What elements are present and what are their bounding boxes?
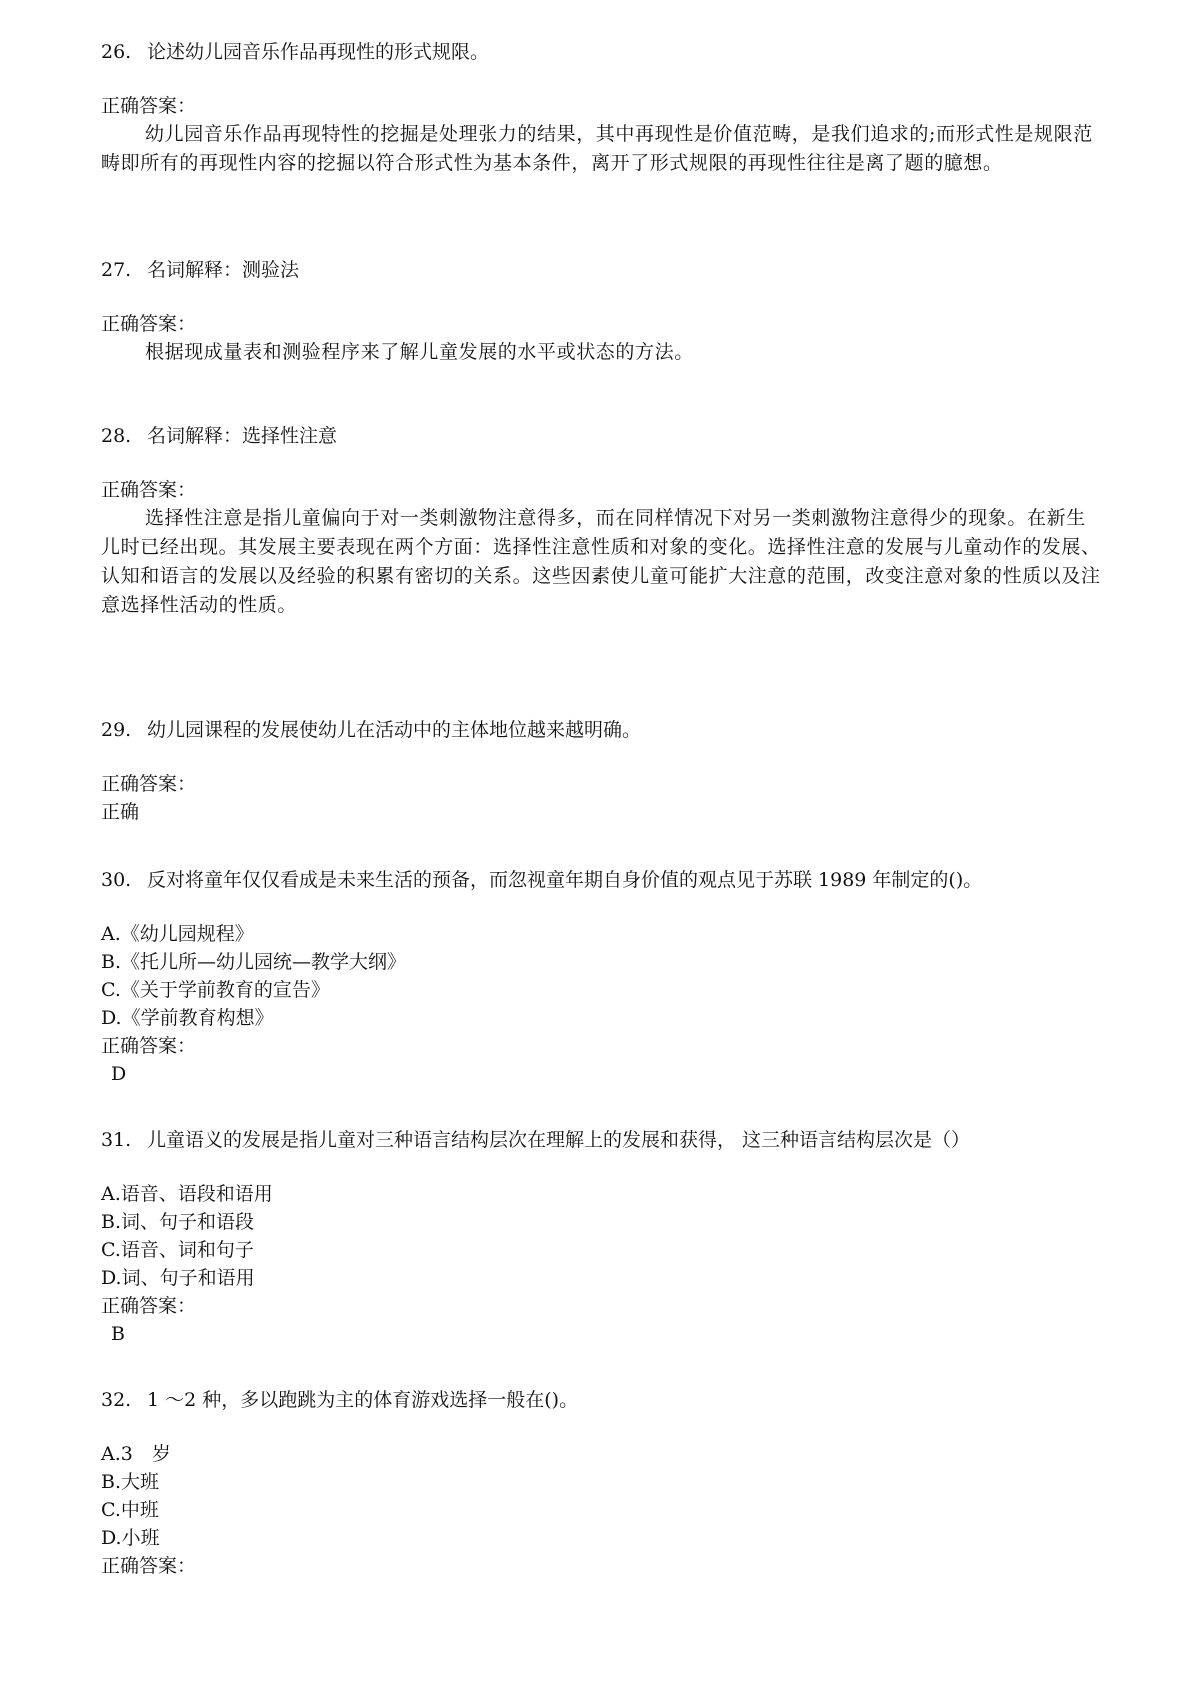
option-b: B.词、句子和语段 bbox=[101, 1211, 255, 1233]
answer-label: 正确答案： bbox=[101, 1035, 197, 1057]
question-stem-line bbox=[101, 422, 1101, 450]
question-number: 27. bbox=[101, 259, 132, 281]
option-a: A.《幼儿园规程》 bbox=[101, 923, 254, 945]
question-stem-line bbox=[101, 256, 1101, 284]
answer-text: 选择性注意是指儿童偏向于对一类刺激物注意得多，而在同样情况下对另一类刺激物注意得少的现象。在新生儿时已经出现。其发展主要表现在两个方面：选择性注意性质和对象的变化。选择性注意的发展与儿童动作的发展、认知和语言的发展以及经验的积累有密切的关系。这些因素使儿童可能扩大注意的范围，改变注意对象的性质以及注意选择性活动的性质。 bbox=[101, 507, 1101, 616]
option-c: C.《关于学前教育的宣告》 bbox=[101, 979, 330, 1001]
question-stem-line bbox=[101, 38, 1101, 66]
question-26 bbox=[101, 38, 1101, 178]
question-stem-line bbox=[101, 1386, 1101, 1414]
question-stem: 名词解释：测验法 bbox=[147, 259, 300, 281]
question-stem: 幼儿园课程的发展使幼儿在活动中的主体地位越来越明确。 bbox=[147, 719, 642, 741]
answer-label: 正确答案： bbox=[101, 1295, 197, 1317]
question-number: 28. bbox=[101, 425, 132, 447]
answer-text: 幼儿园音乐作品再现特性的挖掘是处理张力的结果，其中再现性是价值范畴，是我们追求的;而形式性是规限范畴即所有的再现性内容的挖掘以符合形式性为基本条件，离开了形式规限的再现性往往是离了题的臆想。 bbox=[101, 123, 1093, 174]
option-d: D.小班 bbox=[101, 1527, 160, 1549]
option-c: C.中班 bbox=[101, 1499, 159, 1521]
question-30 bbox=[101, 866, 1101, 1088]
question-number: 29. bbox=[101, 719, 132, 741]
answer-text: D bbox=[111, 1063, 127, 1085]
question-31 bbox=[101, 1126, 1101, 1348]
question-number: 30. bbox=[101, 869, 132, 891]
question-29 bbox=[101, 716, 1101, 826]
answer-label: 正确答案： bbox=[101, 479, 197, 501]
option-b: B.《托儿所—幼儿园统—教学大纲》 bbox=[101, 951, 407, 973]
question-stem-line bbox=[101, 866, 1101, 894]
option-b: B.大班 bbox=[101, 1471, 160, 1493]
question-28 bbox=[101, 422, 1101, 620]
question-32 bbox=[101, 1386, 1101, 1580]
question-number: 31. bbox=[101, 1129, 132, 1151]
question-27 bbox=[101, 256, 1101, 367]
answer-label: 正确答案： bbox=[101, 1555, 197, 1577]
question-stem-line bbox=[101, 716, 1101, 744]
answer-label: 正确答案： bbox=[101, 773, 197, 795]
option-c: C.语音、词和句子 bbox=[101, 1239, 254, 1261]
question-stem: 儿童语义的发展是指儿童对三种语言结构层次在理解上的发展和获得， 这三种语言结构层次是（） bbox=[147, 1129, 971, 1151]
question-stem: 反对将童年仅仅看成是未来生活的预备，而忽视童年期自身价值的观点见于苏联 1989 年制定的()。 bbox=[147, 869, 983, 891]
option-d: D.词、句子和语用 bbox=[101, 1267, 255, 1289]
option-d: D.《学前教育构想》 bbox=[101, 1007, 274, 1029]
option-a: A.语音、语段和语用 bbox=[101, 1183, 273, 1205]
option-a: A.3 岁 bbox=[101, 1443, 171, 1465]
question-stem: 名词解释：选择性注意 bbox=[147, 425, 338, 447]
answer-label: 正确答案： bbox=[101, 95, 197, 117]
answer-text: B bbox=[111, 1323, 125, 1345]
answer-text: 正确 bbox=[101, 801, 140, 823]
question-stem-line bbox=[101, 1126, 1101, 1154]
question-number: 32. bbox=[101, 1389, 132, 1411]
answer-text: 根据现成量表和测验程序来了解儿童发展的水平或状态的方法。 bbox=[145, 341, 694, 363]
answer-label: 正确答案： bbox=[101, 313, 197, 335]
question-stem: 论述幼儿园音乐作品再现性的形式规限。 bbox=[147, 41, 490, 63]
question-stem: 1 ～2 种，多以跑跳为主的体育游戏选择一般在()。 bbox=[147, 1389, 579, 1411]
question-number: 26. bbox=[101, 41, 132, 63]
